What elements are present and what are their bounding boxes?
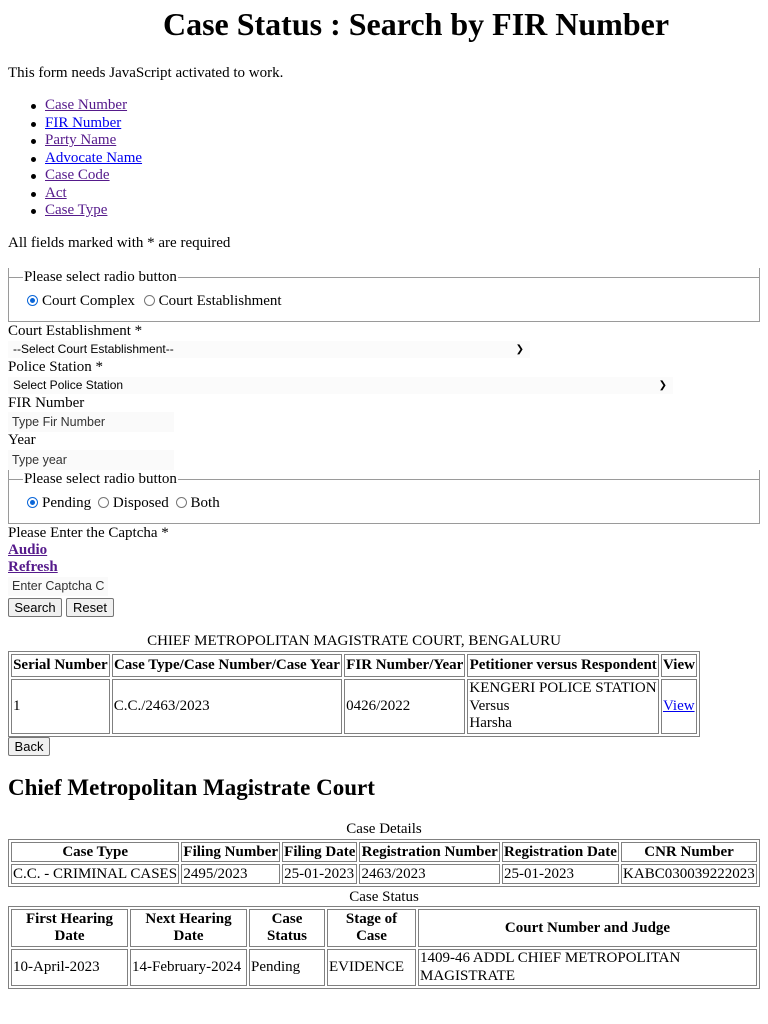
disposed-radio[interactable] — [98, 497, 109, 508]
disposed-radio-group[interactable] — [98, 495, 169, 511]
result-case: C.C./2463/2023 — [112, 679, 342, 734]
table-row — [11, 864, 757, 884]
court-establishment-label[interactable]: Court Establishment — [158, 293, 282, 309]
case-status-caption: Case Status — [349, 889, 419, 905]
court-number-judge-cell: 1409-46 ADDL CHIEF METROPOLITAN MAGISTRATE — [418, 949, 757, 986]
javascript-notice: This form needs JavaScript activated to work. — [8, 65, 284, 81]
case-details-header: Registration Date — [502, 842, 619, 862]
disposed-label[interactable]: Disposed — [112, 495, 169, 511]
results-header-row — [11, 654, 697, 677]
filing-number-cell: 2495/2023 — [181, 864, 280, 884]
pending-label[interactable]: Pending — [42, 495, 92, 511]
court-complex-label[interactable]: Court Complex — [42, 293, 135, 309]
police-station-select-value: Select Police Station — [13, 378, 124, 392]
nav-link-case-type[interactable]: Case Type — [45, 202, 108, 218]
results-header-fir: FIR Number/Year — [344, 654, 465, 677]
both-radio[interactable] — [176, 497, 187, 508]
case-details-header: Case Type — [11, 842, 179, 862]
results-header-case: Case Type/Case Number/Case Year — [112, 654, 342, 677]
case-status-table — [8, 906, 760, 989]
case-status-cell: Pending — [249, 949, 325, 986]
case-status-fieldset — [8, 470, 760, 524]
both-radio-group[interactable] — [176, 495, 220, 511]
police-station-select[interactable] — [8, 377, 673, 394]
results-table — [8, 651, 700, 737]
both-label[interactable]: Both — [190, 495, 220, 511]
case-status-header: First Hearing Date — [11, 909, 128, 947]
case-details-header: Registration Number — [359, 842, 499, 862]
case-type-cell: C.C. - CRIMINAL CASES — [11, 864, 179, 884]
captcha-refresh-link[interactable]: Refresh — [8, 559, 58, 575]
court-establishment-select[interactable] — [8, 341, 530, 358]
table-row — [11, 679, 697, 734]
court-establishment-label: Court Establishment * — [8, 323, 143, 339]
captcha-label: Please Enter the Captcha * — [8, 525, 169, 541]
captcha-input[interactable]: Enter Captcha C — [8, 577, 108, 596]
court-type-fieldset — [8, 268, 760, 322]
results-header-parties: Petitioner versus Respondent — [467, 654, 659, 677]
results-header-serial: Serial Number — [11, 654, 110, 677]
court-type-legend: Please select radio button — [24, 269, 177, 285]
case-status-header: Stage of Case — [327, 909, 416, 947]
cnr-number-cell: KABC030039222023 — [621, 864, 757, 884]
result-parties — [467, 679, 659, 734]
court-establishment-select-value: --Select Court Establishment-- — [13, 342, 174, 356]
nav-link-case-number[interactable]: Case Number — [45, 97, 128, 113]
first-hearing-date-cell: 10-April-2023 — [11, 949, 128, 986]
case-status-header: Court Number and Judge — [418, 909, 757, 947]
reset-button[interactable]: Reset — [66, 598, 114, 617]
required-fields-note: All fields marked with * are required — [8, 235, 231, 251]
chevron-down-icon: ❯ — [658, 380, 667, 391]
case-details-header: Filing Number — [181, 842, 280, 862]
pending-radio[interactable] — [27, 497, 38, 508]
stage-of-case-cell: EVIDENCE — [327, 949, 416, 986]
police-station-label: Police Station * — [8, 359, 103, 375]
result-respondent: Harsha — [469, 715, 512, 732]
results-header-view: View — [661, 654, 697, 677]
pending-radio-group[interactable] — [27, 495, 91, 511]
case-details-header: CNR Number — [621, 842, 757, 862]
result-petitioner: KENGERI POLICE STATION — [469, 680, 657, 697]
search-type-nav — [45, 97, 142, 220]
year-input[interactable]: Type year — [8, 450, 174, 470]
page-title: Case Status : Search by FIR Number — [162, 6, 670, 42]
filing-date-cell: 25-01-2023 — [282, 864, 357, 884]
chevron-down-icon: ❯ — [515, 344, 524, 355]
court-complex-radio-group[interactable] — [27, 293, 135, 309]
case-status-legend: Please select radio button — [24, 471, 177, 487]
result-versus: Versus — [469, 697, 510, 714]
case-details-caption: Case Details — [346, 821, 422, 837]
fir-number-input[interactable]: Type Fir Number — [8, 412, 174, 432]
back-button[interactable]: Back — [8, 737, 50, 756]
registration-date-cell: 25-01-2023 — [502, 864, 619, 884]
court-establishment-radio[interactable] — [144, 295, 155, 306]
case-status-header-row — [11, 909, 757, 947]
table-row — [11, 949, 757, 986]
fir-number-label: FIR Number — [8, 395, 85, 411]
case-status-header: Next Hearing Date — [130, 909, 247, 947]
search-button[interactable]: Search — [8, 598, 62, 617]
result-view-link[interactable]: View — [662, 698, 695, 714]
registration-number-cell: 2463/2023 — [359, 864, 499, 884]
result-serial: 1 — [11, 679, 110, 734]
result-fir: 0426/2022 — [344, 679, 465, 734]
captcha-audio-link[interactable]: Audio — [8, 542, 48, 558]
nav-link-party-name[interactable]: Party Name — [45, 132, 117, 148]
case-details-header: Filing Date — [282, 842, 357, 862]
nav-link-advocate-name[interactable]: Advocate Name — [45, 149, 143, 166]
court-heading: Chief Metropolitan Magistrate Court — [8, 775, 375, 800]
case-details-table — [8, 839, 760, 887]
case-status-header: Case Status — [249, 909, 325, 947]
nav-link-case-code[interactable]: Case Code — [45, 167, 110, 183]
nav-link-act[interactable]: Act — [45, 184, 67, 201]
court-establishment-radio-group[interactable] — [144, 293, 282, 309]
nav-link-fir-number[interactable]: FIR Number — [45, 114, 122, 131]
case-details-header-row — [11, 842, 757, 862]
year-label: Year — [8, 432, 36, 448]
next-hearing-date-cell: 14-February-2024 — [130, 949, 247, 986]
results-caption: CHIEF METROPOLITAN MAGISTRATE COURT, BENGALURU — [147, 633, 561, 649]
court-complex-radio[interactable] — [27, 295, 38, 306]
